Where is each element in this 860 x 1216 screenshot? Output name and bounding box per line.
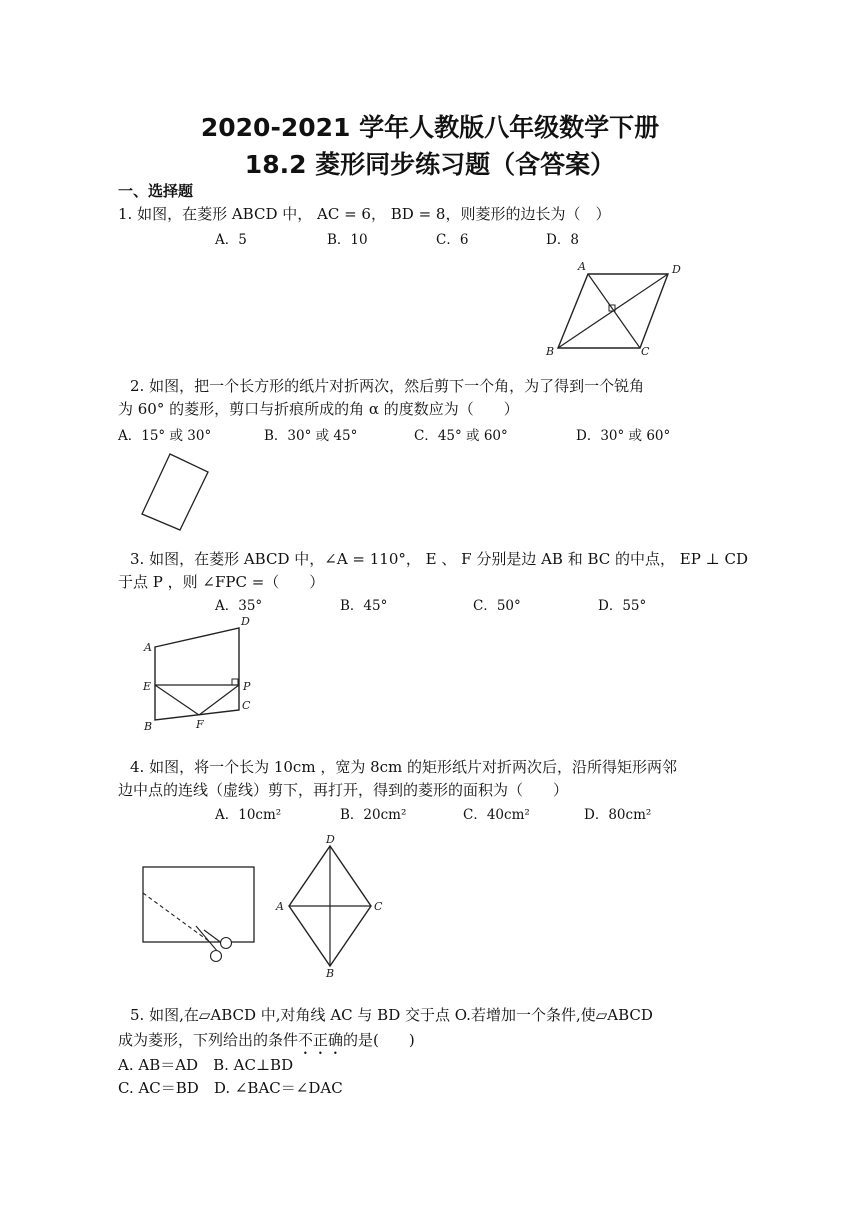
q1-label-d: D — [672, 263, 681, 276]
q5-options-row-1: A. AB＝AD B. AC⊥BD — [118, 1056, 294, 1074]
q2-option-c: C．45° 或 60° — [414, 428, 508, 444]
q2-option-b: B．30° 或 45° — [264, 428, 358, 444]
q4-label-b: B — [326, 967, 335, 980]
q5-line-2-post: 的是( ) — [343, 1031, 415, 1049]
q1-label-a: A — [578, 260, 586, 273]
q5-line-2-pre: 成为菱形，下列给出的条件 — [118, 1031, 299, 1049]
q3-label-c: C — [242, 699, 251, 712]
q3-line-2: 于点 P ，则 ∠FPC =（ ） — [118, 573, 325, 591]
q1-option-a: A．5 — [215, 232, 247, 248]
q3-rhombus-figure — [138, 612, 260, 736]
q1-label-c: C — [641, 345, 650, 358]
q3-label-f: F — [196, 718, 204, 731]
q4-option-a: A．10cm² — [215, 807, 282, 823]
q4-option-c: C．40cm² — [463, 807, 530, 823]
q1-option-b: B．10 — [327, 232, 368, 248]
q4-label-d: D — [326, 833, 335, 846]
q3-label-d: D — [241, 615, 250, 628]
q5-line-1: 5. 如图,在▱ABCD 中,对角线 AC 与 BD 交于点 O.若增加一个条件,使▱ABCD — [130, 1006, 653, 1024]
q3-option-c: C．50° — [473, 598, 521, 614]
q3-label-a: A — [144, 641, 152, 654]
q2-line-1: 2. 如图，把一个长方形的纸片对折两次，然后剪下一个角，为了得到一个锐角 — [130, 377, 645, 395]
scissors-icon — [221, 938, 232, 949]
q1-option-c: C．6 — [436, 232, 469, 248]
q1-rhombus-figure — [540, 258, 700, 360]
q4-line-2: 边中点的连线（虚线）剪下，再打开，得到的菱形的面积为（ ） — [118, 781, 569, 799]
q5-emphasis: 不正确 — [298, 1031, 344, 1049]
title-line-2: 18.2 菱形同步练习题（含答案） — [244, 150, 616, 179]
title-line-1: 2020-2021 学年人教版八年级数学下册 — [200, 113, 660, 142]
q4-option-b: B．20cm² — [340, 807, 407, 823]
q2-option-d: D．30° 或 60° — [576, 428, 671, 444]
q1-label-b: B — [546, 345, 555, 358]
q4-label-c: C — [374, 900, 383, 913]
q4-rhombus-figure — [268, 832, 394, 980]
q1-option-d: D．8 — [546, 232, 579, 248]
q5-options-row-2: C. AC＝BD D. ∠BAC＝∠DAC — [118, 1079, 343, 1097]
q4-label-a: A — [276, 900, 284, 913]
section-heading: 一、选择题 — [118, 182, 194, 200]
q2-option-a: A．15° 或 30° — [118, 428, 212, 444]
q4-option-d: D．80cm² — [584, 807, 652, 823]
q4-line-1: 4. 如图，将一个长为 10cm ，宽为 8cm 的矩形纸片对折两次后，沿所得矩形两邻 — [130, 758, 678, 776]
q3-line-1: 3. 如图，在菱形 ABCD 中，∠A = 110°， E 、 F 分别是边 AB 和 BC 的中点， EP ⊥ CD — [130, 550, 748, 568]
q2-line-2: 为 60° 的菱形，剪口与折痕所成的角 α 的度数应为（ ） — [118, 400, 519, 418]
q3-label-b: B — [144, 720, 153, 733]
q4-rectangle-scissors-figure — [138, 860, 262, 966]
q3-label-e: E — [143, 680, 152, 693]
q3-option-a: A．35° — [215, 598, 263, 614]
q3-option-b: B．45° — [340, 598, 388, 614]
q1-text: 1. 如图，在菱形 ABCD 中， AC = 6， BD = 8，则菱形的边长为（ ） — [118, 205, 611, 223]
q3-option-d: D．55° — [598, 598, 647, 614]
q2-paper-figure — [136, 450, 216, 536]
q3-label-p: P — [243, 680, 251, 693]
